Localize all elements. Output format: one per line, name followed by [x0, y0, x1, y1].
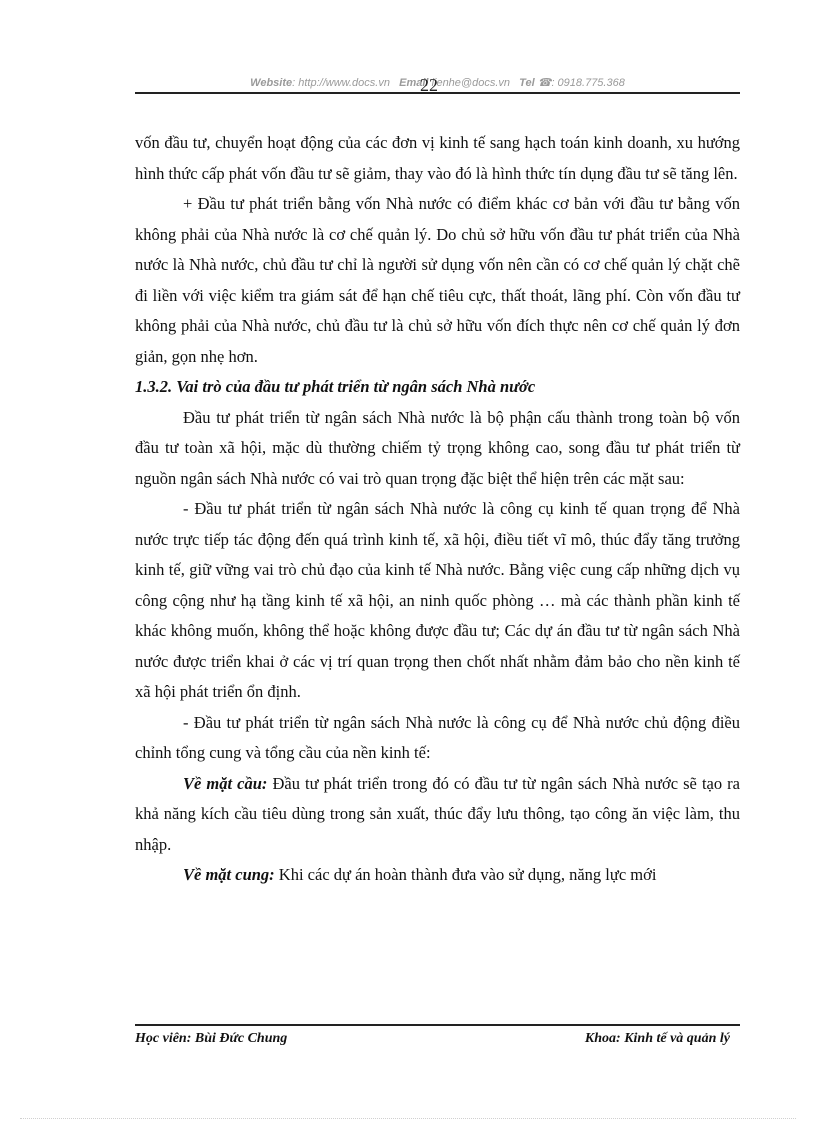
- tel-label: Tel: [519, 77, 535, 89]
- phone-number: : 0918.775.368: [551, 77, 625, 89]
- supply-term: Về mặt cung:: [183, 865, 275, 884]
- paragraph-1: vốn đầu tư, chuyển hoạt động của các đơn vị kinh tế sang hạch toán kinh doanh, xu hướng hình thức cấp phát vốn đầu tư sẽ giảm, thay vào đó là hình thức tín dụng đầu tư sẽ tăng lên.: [135, 133, 740, 183]
- website-url: : http://www.docs.vn: [292, 77, 390, 89]
- supply-text: Khi các dự án hoàn thành đưa vào sử dụng, năng lực mới: [274, 865, 657, 884]
- paragraph-4: - Đầu tư phát triển từ ngân sách Nhà nước là công cụ kinh tế quan trọng để Nhà nước trực tiếp tác động đến quá trình kinh tế, xã hội, điều tiết vĩ mô, thúc đẩy tăng trưởng kinh tế, giữ vững vai trò chủ đạo của kinh tế Nhà nước. Bằng việc cung cấp những dịch vụ công cộng như hạ tầng kinh tế xã hội, an ninh quốc phòng … mà các thành phần kinh tế khác không muốn, không thể hoặc không được đầu tư; Các dự án đầu tư từ ngân sách Nhà nước được triển khai ở các vị trí quan trọng then chốt nhất nhằm đảm bảo cho nền kinh tế xã hội phát triển ổn định.: [135, 499, 740, 701]
- section-heading: 1.3.2. Vai trò của đầu tư phát triển từ ngân sách Nhà nước: [135, 377, 536, 396]
- document-body: [135, 128, 740, 891]
- paragraph-3: Đầu tư phát triển từ ngân sách Nhà nước là bộ phận cấu thành trong toàn bộ vốn đầu tư toàn xã hội, mặc dù thường chiếm tỷ trọng không cao, song đầu tư phát triển từ nguồn ngân sách Nhà nước có vai trò quan trọng đặc biệt thể hiện trên các mặt sau:: [135, 407, 740, 488]
- phone-icon: ☎: [537, 77, 552, 89]
- email-address: lienhe@docs.vn: [431, 77, 510, 89]
- page-number: 22: [420, 75, 438, 95]
- paragraph-7: [135, 860, 740, 891]
- footer-rule: [135, 1024, 740, 1026]
- email-label: Email: [399, 77, 429, 89]
- paragraph-5: - Đầu tư phát triển từ ngân sách Nhà nước là công cụ để Nhà nước chủ động điều chỉnh tổng cung và tổng cầu của nền kinh tế:: [135, 712, 740, 762]
- paragraph-6: [135, 769, 740, 861]
- page-edge-divider: [20, 1118, 796, 1119]
- website-label: Website: [250, 77, 293, 89]
- footer-student: Học viên: Bùi Đức Chung: [135, 1031, 288, 1046]
- demand-text: Đầu tư phát triển trong đó có đầu tư từ ngân sách Nhà nước sẽ tạo ra khả năng kích cầu tiêu dùng trong sản xuất, thúc đẩy lưu thông, tạo công ăn việc làm, thu nhập.: [135, 773, 740, 854]
- demand-term: Về mặt cầu:: [183, 773, 268, 793]
- footer-faculty: Khoa: Kinh tế và quản lý: [584, 1031, 730, 1046]
- paragraph-2: + Đầu tư phát triển bằng vốn Nhà nước có điểm khác cơ bản với đầu tư bằng vốn không phải của Nhà nước là cơ chế quản lý. Do chủ sở hữu vốn đầu tư phát triển của Nhà nước là Nhà nước, chủ đầu tư chỉ là người sử dụng vốn nên cần có cơ chế quản lý chặt chẽ đi liền với việc kiểm tra giám sát để hạn chế tiêu cực, thất thoát, lãng phí. Còn vốn đầu tư không phải của Nhà nước, chủ đầu tư là chủ sở hữu vốn đích thực nên cơ chế quản lý đơn giản, gọn nhẹ hơn.: [135, 194, 740, 366]
- header-rule: [135, 92, 740, 94]
